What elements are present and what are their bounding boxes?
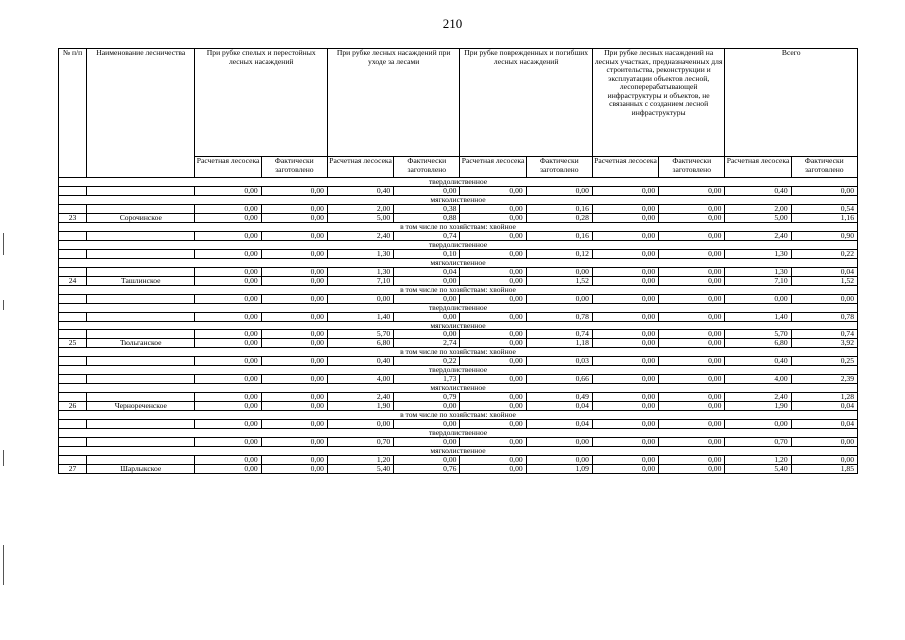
fact-value-cell: 0,00 xyxy=(394,420,460,429)
fact-value-cell: 0,04 xyxy=(791,402,857,411)
calc-value-cell: 0,00 xyxy=(592,330,658,339)
fact-value-cell: 0,04 xyxy=(394,267,460,276)
fact-value-cell: 1,85 xyxy=(791,465,857,474)
fact-value-cell: 1,18 xyxy=(526,339,592,348)
calc-value-cell: 0,00 xyxy=(592,402,658,411)
calc-value-cell: 2,40 xyxy=(725,231,791,240)
fact-value-cell: 0,00 xyxy=(394,312,460,321)
forestry-name xyxy=(87,393,195,402)
subheader-fact: Фактически заготовлено xyxy=(526,157,592,178)
fact-value-cell: 0,00 xyxy=(261,456,327,465)
calc-value-cell: 0,00 xyxy=(460,186,526,195)
fact-value-cell: 0,00 xyxy=(659,330,725,339)
fact-value-cell: 0,00 xyxy=(261,276,327,285)
fact-value-cell: 0,00 xyxy=(526,456,592,465)
table-row xyxy=(59,465,858,474)
calc-value-cell: 0,00 xyxy=(460,294,526,303)
row-number xyxy=(59,204,87,213)
fact-value-cell: 0,00 xyxy=(261,420,327,429)
calc-value-cell: 0,00 xyxy=(195,267,261,276)
row-number xyxy=(59,186,87,195)
calc-value-cell: 0,00 xyxy=(592,357,658,366)
fact-value-cell: 0,12 xyxy=(526,249,592,258)
fact-value-cell: 0,04 xyxy=(791,267,857,276)
forestry-name xyxy=(87,294,195,303)
calc-value-cell: 0,00 xyxy=(195,438,261,447)
row-number: 27 xyxy=(59,465,87,474)
fact-value-cell: 0,22 xyxy=(394,357,460,366)
category-label: твердолиственное xyxy=(59,178,858,187)
fact-value-cell: 0,00 xyxy=(659,204,725,213)
calc-value-cell: 2,40 xyxy=(327,393,393,402)
table-row xyxy=(59,204,858,213)
subheader-calc: Расчетная лесосека xyxy=(195,157,261,178)
fact-value-cell: 0,00 xyxy=(659,465,725,474)
fact-value-cell: 0,04 xyxy=(791,420,857,429)
category-row xyxy=(59,411,858,420)
page-number: 210 xyxy=(442,16,463,31)
fact-value-cell: 0,00 xyxy=(659,186,725,195)
calc-value-cell: 0,00 xyxy=(460,312,526,321)
calc-value-cell: 0,00 xyxy=(592,213,658,222)
header-forestry-name: Наименование лесничества xyxy=(87,49,195,178)
category-label: мягколиственное xyxy=(59,321,858,330)
calc-value-cell: 0,00 xyxy=(327,294,393,303)
forestry-name xyxy=(87,249,195,258)
category-label: твердолиственное xyxy=(59,429,858,438)
fact-value-cell: 0,00 xyxy=(261,438,327,447)
margin-mark xyxy=(3,233,4,255)
fact-value-cell: 0,03 xyxy=(526,357,592,366)
row-number xyxy=(59,231,87,240)
calc-value-cell: 1,40 xyxy=(327,312,393,321)
calc-value-cell: 0,00 xyxy=(460,204,526,213)
category-label: твердолиственное xyxy=(59,240,858,249)
category-label: в том числе по хозяйствам: хвойное xyxy=(59,411,858,420)
fact-value-cell: 0,00 xyxy=(526,186,592,195)
row-number: 24 xyxy=(59,276,87,285)
fact-value-cell: 0,00 xyxy=(261,357,327,366)
fact-value-cell: 1,73 xyxy=(394,375,460,384)
calc-value-cell: 4,00 xyxy=(725,375,791,384)
category-row xyxy=(59,240,858,249)
fact-value-cell: 1,28 xyxy=(791,393,857,402)
calc-value-cell: 2,40 xyxy=(725,393,791,402)
fact-value-cell: 0,00 xyxy=(659,402,725,411)
category-row xyxy=(59,321,858,330)
fact-value-cell: 0,49 xyxy=(526,393,592,402)
table-row xyxy=(59,312,858,321)
calc-value-cell: 0,00 xyxy=(592,465,658,474)
forestry-name: Ташлинское xyxy=(87,276,195,285)
fact-value-cell: 0,00 xyxy=(659,393,725,402)
calc-value-cell: 0,00 xyxy=(460,438,526,447)
row-number xyxy=(59,312,87,321)
fact-value-cell: 3,92 xyxy=(791,339,857,348)
calc-value-cell: 0,00 xyxy=(592,231,658,240)
calc-value-cell: 5,00 xyxy=(725,213,791,222)
table-row xyxy=(59,393,858,402)
calc-value-cell: 0,00 xyxy=(195,402,261,411)
fact-value-cell: 0,00 xyxy=(394,438,460,447)
calc-value-cell: 5,70 xyxy=(327,330,393,339)
category-row xyxy=(59,384,858,393)
fact-value-cell: 0,10 xyxy=(394,249,460,258)
row-number xyxy=(59,420,87,429)
calc-value-cell: 5,40 xyxy=(725,465,791,474)
fact-value-cell: 0,00 xyxy=(526,267,592,276)
row-number xyxy=(59,456,87,465)
calc-value-cell: 0,00 xyxy=(195,294,261,303)
calc-value-cell: 0,00 xyxy=(592,456,658,465)
table-row xyxy=(59,420,858,429)
calc-value-cell: 5,40 xyxy=(327,465,393,474)
fact-value-cell: 0,00 xyxy=(394,276,460,285)
row-number xyxy=(59,357,87,366)
row-number xyxy=(59,438,87,447)
calc-value-cell: 1,20 xyxy=(327,456,393,465)
category-label: мягколиственное xyxy=(59,195,858,204)
category-row xyxy=(59,366,858,375)
fact-value-cell: 0,00 xyxy=(791,456,857,465)
calc-value-cell: 0,00 xyxy=(592,393,658,402)
subheader-calc: Расчетная лесосека xyxy=(327,157,393,178)
forestry-name: Шарлыкское xyxy=(87,465,195,474)
fact-value-cell: 0,00 xyxy=(659,249,725,258)
calc-value-cell: 0,00 xyxy=(195,231,261,240)
fact-value-cell: 0,76 xyxy=(394,465,460,474)
calc-value-cell: 6,80 xyxy=(725,339,791,348)
category-label: мягколиственное xyxy=(59,447,858,456)
fact-value-cell: 0,74 xyxy=(394,231,460,240)
calc-value-cell: 0,00 xyxy=(592,420,658,429)
fact-value-cell: 0,00 xyxy=(791,438,857,447)
forestry-name xyxy=(87,357,195,366)
fact-value-cell: 0,90 xyxy=(791,231,857,240)
calc-value-cell: 0,00 xyxy=(460,393,526,402)
calc-value-cell: 5,70 xyxy=(725,330,791,339)
calc-value-cell: 0,40 xyxy=(725,186,791,195)
row-number xyxy=(59,294,87,303)
table-row xyxy=(59,357,858,366)
subheader-calc: Расчетная лесосека xyxy=(725,157,791,178)
header-no: № п/п xyxy=(59,49,87,178)
calc-value-cell: 1,40 xyxy=(725,312,791,321)
fact-value-cell: 0,00 xyxy=(526,438,592,447)
calc-value-cell: 0,00 xyxy=(460,267,526,276)
table-row xyxy=(59,339,858,348)
fact-value-cell: 0,00 xyxy=(261,267,327,276)
calc-value-cell: 0,00 xyxy=(460,420,526,429)
fact-value-cell: 0,00 xyxy=(394,186,460,195)
header-infrastructure-felling: При рубке лесных насаждений на лесных участках, предназначенных для строительства, реконструкции и эксплуатации объектов лесной, лесоперерабатывающей инфраструктуры и объектов, не связанных с созданием лесной инфраструктуры xyxy=(592,49,724,157)
fact-value-cell: 0,00 xyxy=(659,375,725,384)
row-number xyxy=(59,393,87,402)
fact-value-cell: 0,00 xyxy=(394,402,460,411)
fact-value-cell: 0,00 xyxy=(261,465,327,474)
calc-value-cell: 0,40 xyxy=(327,357,393,366)
forestry-name xyxy=(87,375,195,384)
fact-value-cell: 0,00 xyxy=(791,186,857,195)
row-number xyxy=(59,375,87,384)
calc-value-cell: 1,30 xyxy=(327,267,393,276)
calc-value-cell: 0,00 xyxy=(592,294,658,303)
category-row xyxy=(59,303,858,312)
table-row xyxy=(59,438,858,447)
fact-value-cell: 0,74 xyxy=(791,330,857,339)
header-care-felling: При рубке лесных насаждений при уходе за лесами xyxy=(327,49,459,157)
category-label: твердолиственное xyxy=(59,366,858,375)
category-label: в том числе по хозяйствам: хвойное xyxy=(59,285,858,294)
forestry-name: Чернореченское xyxy=(87,402,195,411)
subheader-fact: Фактически заготовлено xyxy=(791,157,857,178)
table-row xyxy=(59,402,858,411)
calc-value-cell: 0,00 xyxy=(460,465,526,474)
fact-value-cell: 1,52 xyxy=(791,276,857,285)
fact-value-cell: 0,00 xyxy=(261,312,327,321)
fact-value-cell: 0,00 xyxy=(394,330,460,339)
fact-value-cell: 0,00 xyxy=(261,402,327,411)
fact-value-cell: 0,04 xyxy=(526,402,592,411)
calc-value-cell: 0,00 xyxy=(460,231,526,240)
calc-value-cell: 0,00 xyxy=(195,213,261,222)
forestry-name: Тюльганское xyxy=(87,339,195,348)
fact-value-cell: 0,54 xyxy=(791,204,857,213)
fact-value-cell: 0,00 xyxy=(659,456,725,465)
fact-value-cell: 0,00 xyxy=(261,249,327,258)
calc-value-cell: 1,30 xyxy=(327,249,393,258)
fact-value-cell: 0,00 xyxy=(659,339,725,348)
calc-value-cell: 0,00 xyxy=(460,249,526,258)
category-label: в том числе по хозяйствам: хвойное xyxy=(59,348,858,357)
calc-value-cell: 0,40 xyxy=(327,186,393,195)
calc-value-cell: 0,00 xyxy=(195,465,261,474)
calc-value-cell: 1,90 xyxy=(725,402,791,411)
table-row xyxy=(59,186,858,195)
calc-value-cell: 0,00 xyxy=(460,375,526,384)
row-number: 23 xyxy=(59,213,87,222)
fact-value-cell: 0,16 xyxy=(526,204,592,213)
calc-value-cell: 0,00 xyxy=(460,213,526,222)
header-total: Всего xyxy=(725,49,858,157)
calc-value-cell: 4,00 xyxy=(327,375,393,384)
fact-value-cell: 0,78 xyxy=(526,312,592,321)
calc-value-cell: 0,00 xyxy=(195,456,261,465)
fact-value-cell: 0,00 xyxy=(791,294,857,303)
calc-value-cell: 0,00 xyxy=(460,276,526,285)
fact-value-cell: 0,04 xyxy=(526,420,592,429)
subheader-fact: Фактически заготовлено xyxy=(394,157,460,178)
fact-value-cell: 0,00 xyxy=(261,375,327,384)
row-number: 26 xyxy=(59,402,87,411)
calc-value-cell: 1,20 xyxy=(725,456,791,465)
fact-value-cell: 0,16 xyxy=(526,231,592,240)
forestry-name xyxy=(87,456,195,465)
row-number xyxy=(59,267,87,276)
fact-value-cell: 0,00 xyxy=(659,438,725,447)
calc-value-cell: 0,00 xyxy=(460,357,526,366)
category-row xyxy=(59,447,858,456)
fact-value-cell: 0,00 xyxy=(659,357,725,366)
fact-value-cell: 0,74 xyxy=(526,330,592,339)
table-row xyxy=(59,231,858,240)
table-row xyxy=(59,330,858,339)
fact-value-cell: 0,00 xyxy=(261,213,327,222)
calc-value-cell: 0,00 xyxy=(592,375,658,384)
fact-value-cell: 1,52 xyxy=(526,276,592,285)
fact-value-cell: 1,16 xyxy=(791,213,857,222)
calc-value-cell: 0,00 xyxy=(195,375,261,384)
fact-value-cell: 0,00 xyxy=(261,186,327,195)
fact-value-cell: 0,00 xyxy=(659,312,725,321)
calc-value-cell: 0,00 xyxy=(195,204,261,213)
subheader-calc: Расчетная лесосека xyxy=(592,157,658,178)
logging-volume-table xyxy=(58,48,858,474)
forestry-name xyxy=(87,231,195,240)
calc-value-cell: 0,00 xyxy=(195,393,261,402)
subheader-fact: Фактически заготовлено xyxy=(261,157,327,178)
calc-value-cell: 7,10 xyxy=(327,276,393,285)
table-row xyxy=(59,249,858,258)
fact-value-cell: 0,22 xyxy=(791,249,857,258)
fact-value-cell: 0,00 xyxy=(261,294,327,303)
fact-value-cell: 0,00 xyxy=(526,294,592,303)
fact-value-cell: 0,79 xyxy=(394,393,460,402)
calc-value-cell: 0,00 xyxy=(195,420,261,429)
fact-value-cell: 0,38 xyxy=(394,204,460,213)
calc-value-cell: 2,00 xyxy=(725,204,791,213)
fact-value-cell: 0,00 xyxy=(261,393,327,402)
calc-value-cell: 0,00 xyxy=(592,339,658,348)
calc-value-cell: 1,30 xyxy=(725,267,791,276)
fact-value-cell: 0,00 xyxy=(659,294,725,303)
calc-value-cell: 5,00 xyxy=(327,213,393,222)
calc-value-cell: 0,00 xyxy=(592,276,658,285)
calc-value-cell: 0,00 xyxy=(195,186,261,195)
calc-value-cell: 0,00 xyxy=(592,267,658,276)
calc-value-cell: 0,00 xyxy=(195,357,261,366)
fact-value-cell: 0,00 xyxy=(659,276,725,285)
fact-value-cell: 2,74 xyxy=(394,339,460,348)
fact-value-cell: 0,88 xyxy=(394,213,460,222)
fact-value-cell: 0,78 xyxy=(791,312,857,321)
fact-value-cell: 0,00 xyxy=(261,339,327,348)
calc-value-cell: 2,00 xyxy=(327,204,393,213)
calc-value-cell: 0,00 xyxy=(460,330,526,339)
fact-value-cell: 2,39 xyxy=(791,375,857,384)
calc-value-cell: 0,70 xyxy=(725,438,791,447)
calc-value-cell: 0,70 xyxy=(327,438,393,447)
table-row xyxy=(59,375,858,384)
category-label: твердолиственное xyxy=(59,303,858,312)
fact-value-cell: 0,00 xyxy=(659,213,725,222)
calc-value-cell: 0,00 xyxy=(592,186,658,195)
category-row xyxy=(59,258,858,267)
calc-value-cell: 1,90 xyxy=(327,402,393,411)
calc-value-cell: 2,40 xyxy=(327,231,393,240)
fact-value-cell: 0,00 xyxy=(659,231,725,240)
fact-value-cell: 0,00 xyxy=(261,330,327,339)
row-number xyxy=(59,249,87,258)
margin-mark xyxy=(3,450,4,466)
calc-value-cell: 0,00 xyxy=(195,330,261,339)
fact-value-cell: 0,66 xyxy=(526,375,592,384)
forestry-name: Сорочинское xyxy=(87,213,195,222)
calc-value-cell: 0,00 xyxy=(725,294,791,303)
forestry-name xyxy=(87,186,195,195)
category-label: мягколиственное xyxy=(59,258,858,267)
calc-value-cell: 0,00 xyxy=(195,339,261,348)
subheader-calc: Расчетная лесосека xyxy=(460,157,526,178)
row-number xyxy=(59,330,87,339)
category-row xyxy=(59,178,858,187)
calc-value-cell: 0,00 xyxy=(195,276,261,285)
table-row xyxy=(59,213,858,222)
calc-value-cell: 0,00 xyxy=(195,249,261,258)
calc-value-cell: 0,00 xyxy=(725,420,791,429)
header-mature-felling: При рубке спелых и перестойных лесных насаждений xyxy=(195,49,327,157)
header-damaged-felling: При рубке поврежденных и погибших лесных насаждений xyxy=(460,49,592,157)
calc-value-cell: 0,00 xyxy=(592,249,658,258)
table-body xyxy=(59,178,858,474)
calc-value-cell: 0,00 xyxy=(195,312,261,321)
fact-value-cell: 0,00 xyxy=(261,231,327,240)
table-row xyxy=(59,267,858,276)
forestry-name xyxy=(87,267,195,276)
fact-value-cell: 0,25 xyxy=(791,357,857,366)
calc-value-cell: 0,00 xyxy=(327,420,393,429)
calc-value-cell: 0,00 xyxy=(592,438,658,447)
calc-value-cell: 1,30 xyxy=(725,249,791,258)
forestry-name xyxy=(87,330,195,339)
forestry-name xyxy=(87,438,195,447)
category-row xyxy=(59,195,858,204)
margin-mark xyxy=(3,300,4,310)
calc-value-cell: 7,10 xyxy=(725,276,791,285)
fact-value-cell: 1,09 xyxy=(526,465,592,474)
category-row xyxy=(59,348,858,357)
forestry-name xyxy=(87,420,195,429)
table-row xyxy=(59,294,858,303)
calc-value-cell: 0,00 xyxy=(592,312,658,321)
calc-value-cell: 0,00 xyxy=(460,402,526,411)
calc-value-cell: 6,80 xyxy=(327,339,393,348)
table-row xyxy=(59,456,858,465)
calc-value-cell: 0,00 xyxy=(460,456,526,465)
fact-value-cell: 0,28 xyxy=(526,213,592,222)
calc-value-cell: 0,40 xyxy=(725,357,791,366)
category-label: в том числе по хозяйствам: хвойное xyxy=(59,222,858,231)
fact-value-cell: 0,00 xyxy=(394,294,460,303)
calc-value-cell: 0,00 xyxy=(460,339,526,348)
category-label: мягколиственное xyxy=(59,384,858,393)
forestry-name xyxy=(87,312,195,321)
category-row xyxy=(59,222,858,231)
subheader-fact: Фактически заготовлено xyxy=(659,157,725,178)
fact-value-cell: 0,00 xyxy=(659,420,725,429)
margin-mark xyxy=(3,545,4,585)
row-number: 25 xyxy=(59,339,87,348)
fact-value-cell: 0,00 xyxy=(261,204,327,213)
forestry-name xyxy=(87,204,195,213)
category-row xyxy=(59,429,858,438)
category-row xyxy=(59,285,858,294)
fact-value-cell: 0,00 xyxy=(394,456,460,465)
table-row xyxy=(59,276,858,285)
fact-value-cell: 0,00 xyxy=(659,267,725,276)
calc-value-cell: 0,00 xyxy=(592,204,658,213)
